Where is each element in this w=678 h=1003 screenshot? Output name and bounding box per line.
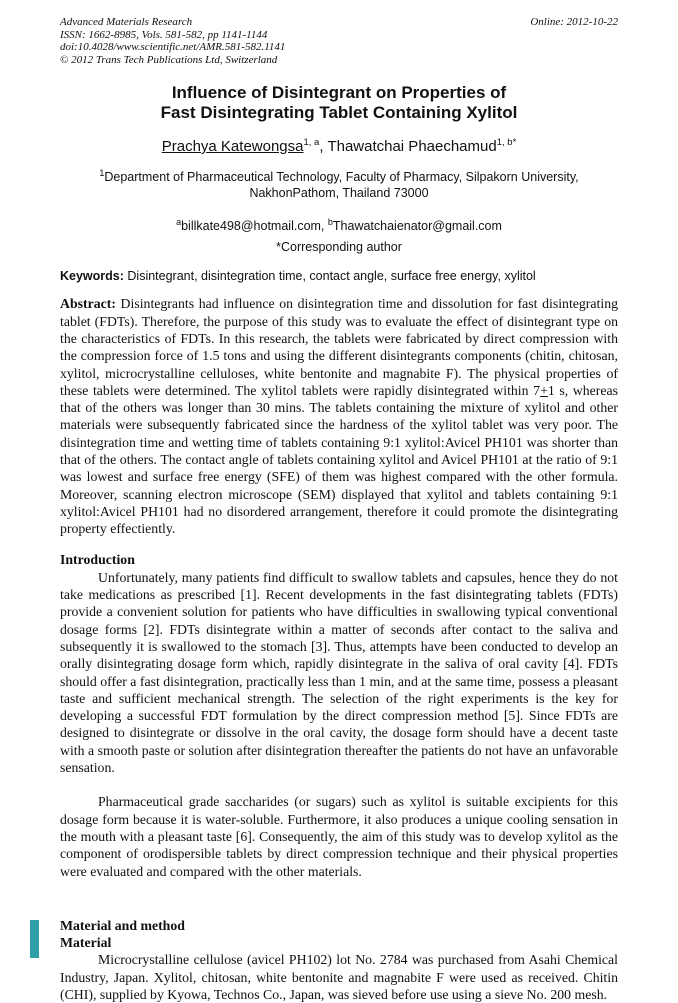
online-date: Online: 2012-10-22 [530,16,618,28]
material-and-method-heading: Material and method [60,917,185,933]
journal-issn: ISSN: 1662-8985, Vols. 581-582, pp 1141-1144 [60,28,268,41]
introduction-paragraph-2: Pharmaceutical grade saccharides (or sugars) such as xylitol is suitable excipients for this dosage form because it is water-soluble. Furthermore, it also produces a unique cooling sensation in the mouth with a pleasant taste [6]. Consequently, the aim of this study was to develop xylitol as the component of orodispersible tablets by direct compression technique and their physical properties were evaluated and compared with the other materials. [60,794,618,879]
authors-separator: , [319,138,328,155]
abstract-label: Abstract: [60,296,121,312]
journal-header-left [60,16,285,66]
corresponding-author-note: *Corresponding author [276,240,402,255]
paper-title [60,83,618,123]
journal-doi: doi:10.4028/www.scientific.net/AMR.581-582.1141 [60,41,286,53]
affiliation-superscript: 1 [99,168,105,178]
email-a-superscript: a [176,217,182,228]
abstract-text-2: 1 s, whereas that of the others was longer than 30 mins. The tablets containing the mixture of xylitol and other materials were subsequently fabricated since the hardness of the xylitol tablet was very poor. The disintegration time and wetting time of tablets containing 9:1 xylitol:Avicel PH101 was shorter than that of the others. The contact angle of tablets containing xylitol and Avicel PH101 at the ratio of 9:1 was lowest and surface free energy (SFE) of them was highest compared with the other formula. Moreover, scanning electron microscope (SEM) displayed that xylitol and tablets containing 9:1 xylitol:Avicel PH101 had no disordered arrangement, therefore it could promote the disintegrating property effectiently. [60,382,618,537]
author-1-superscript: 1, a [303,137,320,148]
keywords-line [60,268,618,284]
affiliation-line2: NakhonPathom, Thailand 73000 [249,186,429,201]
abstract [60,295,618,537]
email-b-superscript: b [327,217,333,228]
authors-line [60,133,618,156]
journal-name: Advanced Materials Research [60,16,193,28]
material-paragraph: Microcrystalline cellulose (avicel PH102) lot No. 2784 was purchased from Asahi Chemical Industry, Japan. Xylitol, chitosan, white bentonite and magnabite F were used as received. Chitin (CHI), supplied by Kyowa, Technos Co., Japan, was sieved before use using a sieve No. 200 mesh. [60,952,618,1002]
journal-header [60,16,618,66]
author-2-name: Thawatchai Phaechamud [327,138,497,155]
affiliation-line1: Department of Pharmaceutical Technology, Faculty of Pharmacy, Silpakorn University, [104,170,579,185]
cursor-marker [30,920,39,958]
introduction-paragraph-1: Unfortunately, many patients find difficult to swallow tablets and capsules, hence they do not take medications as prescribed [1]. Recent developments in the fast disintegrating tablets (FDTs) provide a convenient solution for patients who have difficulties in swallowing typical conventional dosage forms [2]. FDTs disintegrate within a matter of seconds after contact to the saliva and subsequently it is swallowed to the stomach [3]. Thus, attempts have been conducted to develop an orally disintegrating dosage form which, rapidly disintegrate in the saliva of oral cavity [4]. FDTs should offer a fast disintegration, practically less than 1 min, and at the same time, possess a pleasant taste and sufficient mechanical strength. The selection of the right experiments is the key for developing a successful FDT formulation by the direct compression method [5]. Since FDTs are designed to disintegrate or dissolve in the oral cavity, the dosage form should have a decent taste with a smooth paste or solution after disintegration thereafter the patients do not have an unfavorable sensation. [60,569,618,776]
journal-copyright: © 2012 Trans Tech Publications Ltd, Switzerland [60,53,278,66]
plus-minus-sign: + [540,382,548,398]
paper-title-line1: Influence of Disintegrant on Properties of [171,83,507,102]
material-subheading: Material [60,935,112,951]
affiliation [60,165,618,201]
keywords-label: Keywords: [60,269,128,284]
abstract-text-1: Disintegrants had influence on disintegration time and dissolution for fast disintegrating tablet (FDTs). Therefore, the purpose of this study was to evaluate the effect of disintegrant type on the characteristics of FDTs. In this research, the tablets were fabricated by direct compression with the compression force of 1.5 tons and using the different disintegrants components (chitin, chitosan, xylitol, microcrystalline celluloses, white bentonite and magnabite F). The physical properties of these tablets were determined. The xylitol tablets were rapidly disintegrated within 7 [60,296,618,398]
emails-line [60,214,618,234]
introduction-heading: Introduction [60,552,135,568]
email-b: Thawatchaienator@gmail.com [332,219,502,234]
keywords-text: Disintegrant, disintegration time, contact angle, surface free energy, xylitol [127,269,536,284]
email-a: billkate498@hotmail.com, [181,219,328,234]
paper-title-line2: Fast Disintegrating Tablet Containing Xylitol [160,103,518,122]
author-2-superscript: 1, b* [496,137,517,148]
author-1-name: Prachya Katewongsa [161,138,304,155]
